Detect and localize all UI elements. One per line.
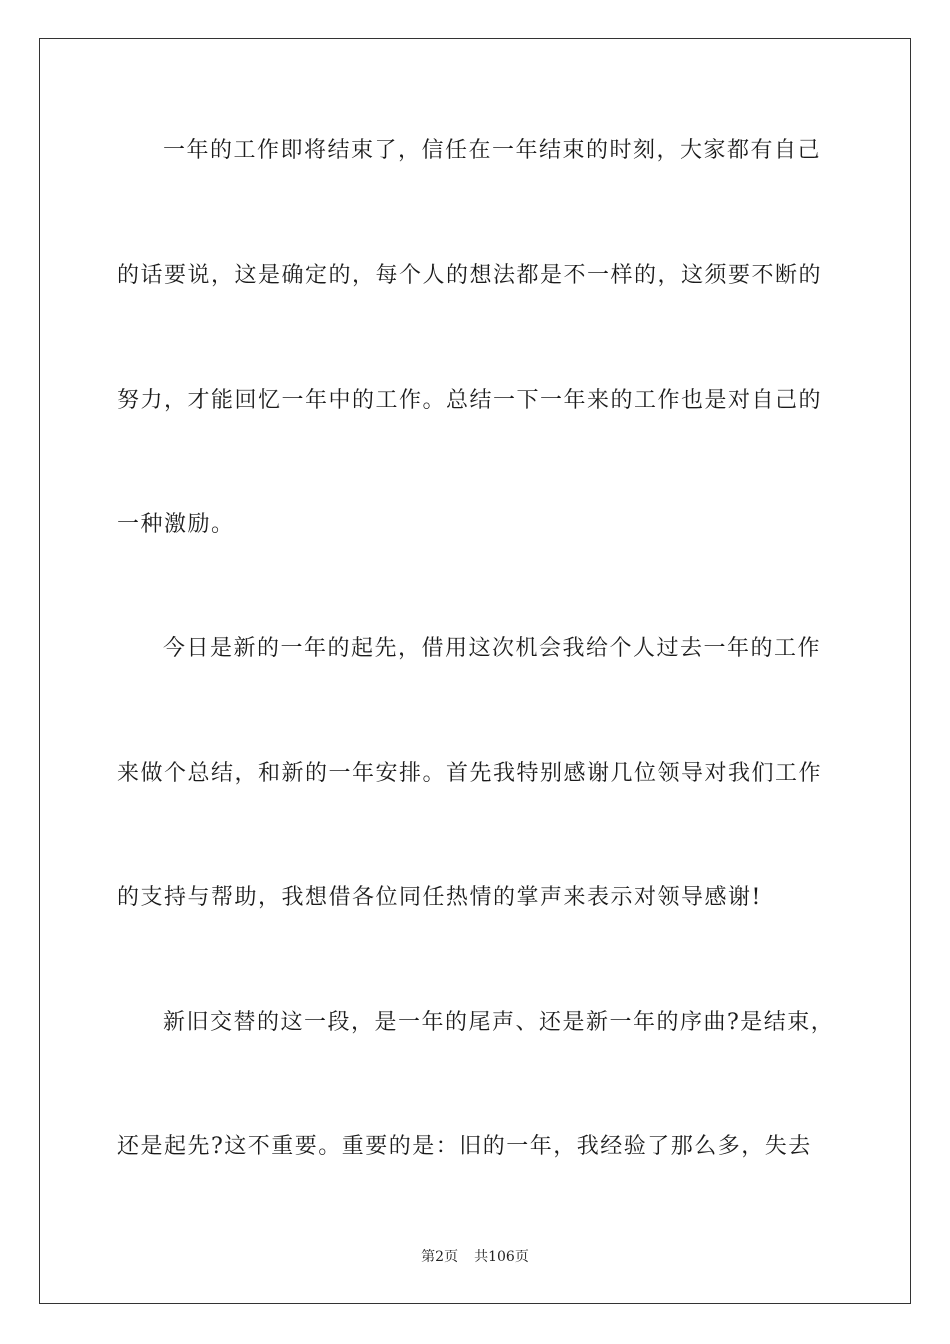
paragraph-2-line-1: 今日是新的一年的起先，借用这次机会我给个人过去一年的工作: [163, 636, 822, 661]
paragraph-3-line-2: 还是起先?这不重要。重要的是：旧的一年，我经验了那么多，失去: [117, 1134, 812, 1159]
paragraph-1-line-4: 一种激励。: [117, 512, 235, 537]
paragraph-3-line-1: 新旧交替的这一段，是一年的尾声、还是新一年的序曲?是结束，: [163, 1010, 835, 1035]
paragraph-2-line-3: 的支持与帮助，我想借各位同任热情的掌声来表示对领导感谢!: [117, 885, 762, 910]
page-border: [39, 38, 911, 1304]
page-total: 共106页: [474, 1249, 529, 1265]
paragraph-1-line-3: 努力，才能回忆一年中的工作。总结一下一年来的工作也是对自己的: [117, 388, 823, 413]
page-footer: [0, 1248, 950, 1266]
paragraph-1-line-2: 的话要说，这是确定的，每个人的想法都是不一样的，这须要不断的: [117, 263, 823, 288]
paragraph-2-line-2: 来做个总结，和新的一年安排。首先我特别感谢几位领导对我们工作: [117, 761, 823, 786]
page-number: 第2页: [421, 1249, 459, 1265]
paragraph-1-line-1: 一年的工作即将结束了，信任在一年结束的时刻，大家都有自己: [163, 138, 822, 163]
